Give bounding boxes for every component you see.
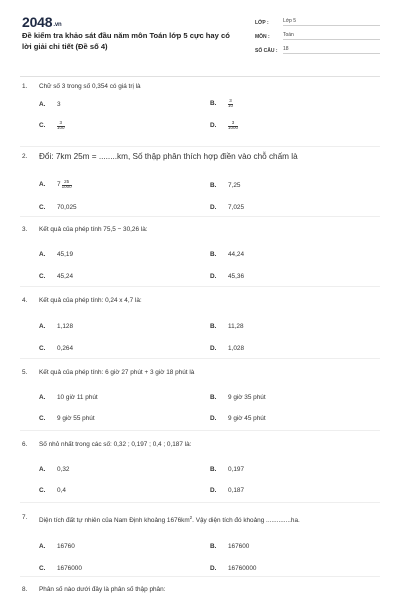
question-7 bbox=[22, 513, 384, 573]
option-c[interactable]: C. 70,025 bbox=[39, 204, 77, 211]
question-stem bbox=[22, 440, 384, 449]
question-text: Kết quả của phép tính 75,5 − 30,26 là: bbox=[39, 226, 148, 233]
question-stem bbox=[22, 296, 384, 305]
option-d[interactable]: D. 16760000 bbox=[210, 565, 257, 573]
fraction: $\frac{3}{100}$ bbox=[57, 120, 65, 131]
question-stem bbox=[22, 82, 384, 91]
question-stem bbox=[22, 585, 384, 594]
question-stem bbox=[22, 513, 384, 525]
question-text: Đổi: 7km 25m = ........km, Số thập phân thích hợp điền vào chỗ chấm là bbox=[39, 152, 298, 161]
logo-main: 2048 bbox=[22, 14, 53, 30]
question-text: Kết quả của phép tính: 6 giờ 27 phút + 3 giờ 18 phút là bbox=[39, 369, 195, 376]
option-c[interactable]: C. 1676000 bbox=[39, 565, 82, 573]
meta-grade-row bbox=[255, 14, 380, 26]
question-text: Phân số nào dưới đây là phân số thập phân: bbox=[39, 586, 166, 593]
option-d[interactable]: D. 7,025 bbox=[210, 204, 244, 211]
option-b[interactable]: B. 11,28 bbox=[210, 323, 244, 330]
question-divider bbox=[20, 216, 380, 217]
question-text: Số nhỏ nhất trong các số: 0,32 ; 0,197 ; 0,4 ; 0,187 là: bbox=[39, 441, 192, 448]
option-d[interactable]: D. $\frac{3}{1000}$ bbox=[210, 120, 239, 131]
question-divider bbox=[20, 146, 380, 147]
option-d[interactable]: D. 0,187 bbox=[210, 487, 244, 494]
question-number: 5. bbox=[22, 369, 28, 376]
site-logo[interactable] bbox=[22, 14, 61, 30]
question-8 bbox=[22, 585, 384, 594]
question-text: Chữ số 3 trong số 0,354 có giá trị là bbox=[39, 83, 141, 90]
option-a[interactable]: A. 1,128 bbox=[39, 323, 73, 330]
document-title: Đề kiểm tra khảo sát đầu năm môn Toán lớp 5 cực hay có lời giải chi tiết (Đề số 4) bbox=[22, 31, 230, 51]
option-b[interactable]: B. 9 giờ 35 phút bbox=[210, 394, 266, 401]
question-divider bbox=[20, 286, 380, 287]
meta-count-row bbox=[255, 42, 380, 54]
question-divider bbox=[20, 502, 380, 503]
meta-subject-row bbox=[255, 28, 380, 40]
question-5 bbox=[22, 368, 384, 422]
question-divider bbox=[20, 358, 380, 359]
question-stem bbox=[22, 368, 384, 377]
mixed-number: 7 $\frac{25}{1000}$ bbox=[57, 179, 72, 190]
meta-subject-label: MÔN : bbox=[255, 34, 270, 40]
question-stem bbox=[22, 152, 384, 162]
meta-count-value: 18 bbox=[283, 46, 380, 54]
option-d[interactable]: D. 1,028 bbox=[210, 345, 244, 352]
option-b[interactable]: B. 167600 bbox=[210, 543, 250, 551]
option-c[interactable]: C. 0,4 bbox=[39, 487, 66, 494]
option-b[interactable]: B. $\frac{3}{10}$ bbox=[210, 98, 234, 109]
option-a[interactable]: A. 10 giờ 11 phút bbox=[39, 394, 98, 401]
option-a[interactable]: A. 45,19 bbox=[39, 251, 73, 258]
question-1 bbox=[22, 82, 384, 131]
question-stem bbox=[22, 225, 384, 234]
option-c[interactable]: C. $\frac{3}{100}$ bbox=[39, 120, 65, 131]
question-number: 4. bbox=[22, 297, 28, 304]
question-number: 2. bbox=[22, 153, 28, 160]
question-number: 7. bbox=[22, 514, 28, 521]
meta-grade-label: LỚP : bbox=[255, 20, 269, 26]
logo-tld: .vn bbox=[53, 22, 62, 28]
option-b[interactable]: B. 0,197 bbox=[210, 466, 244, 473]
question-number: 1. bbox=[22, 83, 28, 90]
question-divider bbox=[20, 576, 380, 577]
question-number: 3. bbox=[22, 226, 28, 233]
option-c[interactable]: C. 0,264 bbox=[39, 345, 73, 352]
question-number: 6. bbox=[22, 441, 28, 448]
option-b[interactable]: B. 7,25 bbox=[210, 182, 241, 189]
meta-count-label: SỐ CÂU : bbox=[255, 48, 278, 54]
option-a[interactable]: A. 7 $\frac{25}{1000}$ bbox=[39, 179, 72, 190]
meta-grade-value: Lớp 5 bbox=[283, 18, 380, 26]
question-2 bbox=[22, 152, 384, 211]
question-divider bbox=[20, 430, 380, 431]
option-c[interactable]: C. 45,24 bbox=[39, 273, 73, 280]
question-text: Diện tích đất tự nhiên của Nam Định khoảng $1676km^2$. Vậy diện tích đó khoảng ..............ha. bbox=[39, 515, 300, 525]
fraction: $\frac{3}{1000}$ bbox=[228, 120, 239, 131]
option-b[interactable]: B. 44,24 bbox=[210, 251, 244, 258]
question-4 bbox=[22, 296, 384, 352]
document-header bbox=[0, 0, 400, 72]
option-a[interactable]: A. 0,32 bbox=[39, 466, 70, 473]
header-divider bbox=[20, 76, 380, 77]
option-a[interactable]: A. 16760 bbox=[39, 543, 75, 551]
option-a[interactable]: A. 3 bbox=[39, 101, 61, 108]
option-d[interactable]: D. 9 giờ 45 phút bbox=[210, 415, 266, 422]
fraction: $\frac{3}{10}$ bbox=[228, 98, 234, 109]
option-c[interactable]: C. 9 giờ 55 phút bbox=[39, 415, 95, 422]
question-6 bbox=[22, 440, 384, 494]
question-number: 8. bbox=[22, 586, 28, 593]
question-3 bbox=[22, 225, 384, 280]
question-text: Kết quả của phép tính: 0,24 x 4,7 là: bbox=[39, 297, 142, 304]
document-meta bbox=[255, 14, 380, 56]
meta-subject-value: Toán bbox=[283, 32, 380, 40]
option-d[interactable]: D. 45,36 bbox=[210, 273, 244, 280]
